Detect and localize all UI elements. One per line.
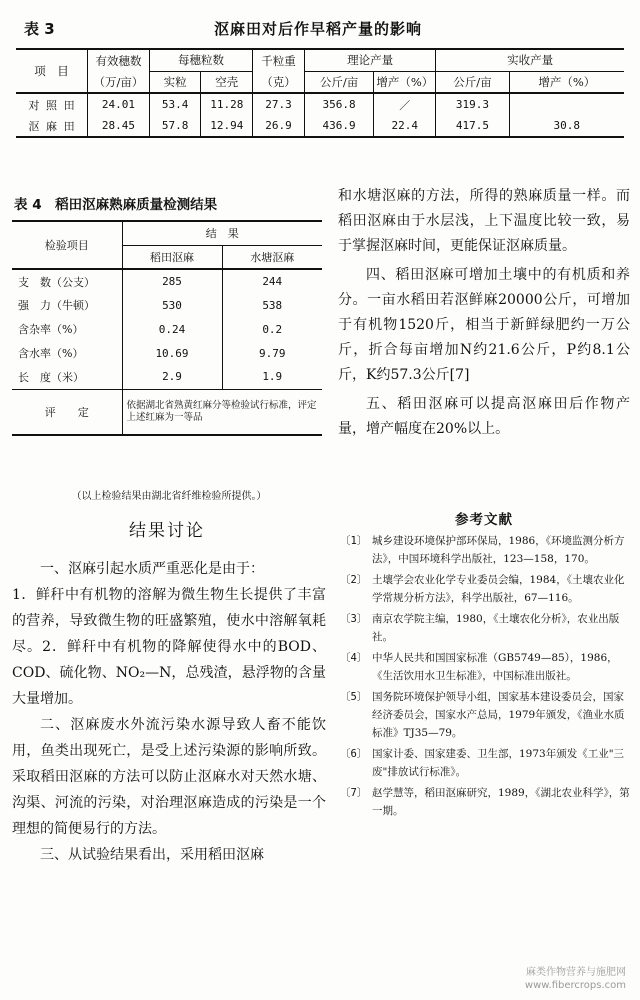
table3-label: 表 3 (24, 20, 55, 38)
paragraph: 和水塘沤麻的方法，所得的熟麻质量一样。而稻田沤麻由于水层浅，上下温度比较一致，易于掌握沤麻时间，更能保证沤麻质量。 (338, 188, 630, 254)
table3-header-actual-incr: 增产（%） (509, 71, 624, 93)
reference-number: 〔2〕 (340, 574, 368, 586)
table-row (12, 317, 322, 341)
reference-text: 城乡建设环境保护部环保局，1986，《环境监测分析方法》，中国环境科学出版社，123—158，170。 (372, 535, 625, 565)
cell-pond: 538 (222, 293, 322, 317)
table4-eval-row (12, 389, 322, 435)
table3-header-actual-yield: 公斤/亩 (436, 71, 509, 93)
site-watermark (525, 966, 626, 992)
right-column-body (338, 184, 630, 446)
table4-note: （以上检验结果由湖北省纤维检验所提供。） (71, 491, 267, 502)
reference-number: 〔6〕 (340, 748, 368, 760)
table-row (16, 115, 624, 137)
paragraph: 三、从试验结果看出，采用稻田沤麻 (40, 847, 264, 863)
table3-header-theory-yield: 公斤/亩 (304, 71, 373, 93)
table3-header-theory: 理论产量 (304, 49, 435, 71)
cell-paddy: 285 (122, 269, 222, 293)
cell-pond: 244 (222, 269, 322, 293)
paragraph: 四、稻田沤麻可增加土壤中的有机质和养分。一亩水稻田若沤鲜麻20000公斤，可增加于有机物1520斤，相当于新鲜绿肥约一万公斤，折合每亩增加N约21.6公斤，P约8.1公斤，K约57.3公斤[7] (338, 267, 630, 383)
table3 (16, 48, 624, 138)
reference-item (340, 649, 632, 685)
reference-item (340, 688, 632, 742)
references-title: 参考文献 (455, 512, 513, 528)
cell-paddy: 530 (122, 293, 222, 317)
reference-number: 〔7〕 (340, 787, 368, 799)
table3-title: 沤麻田对后作早稻产量的影响 (214, 20, 423, 38)
table4-title: 表 4 稻田沤麻熟麻质量检测结果 (14, 197, 218, 213)
cell-panicles: 24.01 (88, 93, 150, 115)
table3-header-grains: 每穗粒数 (149, 49, 252, 71)
table-row (12, 293, 322, 317)
table4-header-paddy: 稻田沤麻 (122, 245, 222, 269)
cell-actual-incr: 30.8 (509, 115, 624, 137)
cell-full: 57.8 (149, 115, 201, 137)
table4-header-pond: 水塘沤麻 (222, 245, 322, 269)
table-row (16, 93, 624, 115)
table-row (12, 341, 322, 365)
cell-empty: 11.28 (201, 93, 253, 115)
table4 (12, 220, 322, 436)
cell-empty: 12.94 (201, 115, 253, 137)
row-item: 强 力（牛顿） (18, 299, 95, 312)
table3-header-actual: 实收产量 (436, 49, 624, 71)
references-list (340, 532, 632, 823)
cell-paddy: 10.69 (122, 341, 222, 365)
reference-text: 国家计委、国家建委、卫生部，1973年颁发《工业"三废"排放试行标准》。 (372, 748, 625, 778)
cell-paddy: 0.24 (122, 317, 222, 341)
table3-header-tkw: 千粒重 (253, 49, 305, 71)
table3-header-panicles: 有效穗数 (88, 49, 150, 71)
reference-item (340, 532, 632, 568)
row-name: 沤 麻 田 (28, 119, 75, 133)
table4-header-item: 检验项目 (12, 221, 122, 269)
paragraph: 一、沤麻引起水质严重恶化是由于： (40, 561, 264, 577)
paragraph: 二、沤麻废水外流污染水源导致人畜不能饮用，鱼类出现死亡，是受上述污染源的影响所致。采取稻田沤麻的方法可以防止沤麻水对天然水塘、沟渠、河流的污染，对治理沤麻造成的污染是一个理想的简便易行的方法。 (12, 717, 326, 837)
cell-paddy: 2.9 (122, 365, 222, 389)
reference-text: 南京农学院主编，1980，《土壤农化分析》，农业出版社。 (372, 613, 620, 643)
table3-header-panicles-unit: （万/亩） (88, 71, 150, 93)
watermark-title: 麻类作物营养与施肥网 (526, 967, 626, 978)
reference-number: 〔1〕 (340, 535, 368, 547)
reference-text: 国务院环境保护领导小组，国家基本建设委员会，国家经济委员会，国家水产总局，1979年颁发，《渔业水质标准》TJ35—79。 (372, 691, 625, 739)
table3-header-item: 项 目 (16, 49, 88, 93)
reference-item (340, 571, 632, 607)
table3-header-grains-empty: 空壳 (201, 71, 253, 93)
left-column-body (12, 556, 326, 868)
row-item: 含杂率（%） (18, 323, 84, 336)
cell-actual-incr (509, 93, 624, 115)
table3-caption (24, 14, 616, 42)
reference-text: 赵学慧等，稻田沤麻研究，1989，《湖北农业科学》，第一期。 (372, 787, 630, 817)
cell-theory-incr: ／ (374, 93, 436, 115)
reference-text: 土壤学会农业化学专业委员会编，1984，《土壤农业化学常规分析方法》，科学出版社，67—116。 (372, 574, 625, 604)
cell-actual: 319.3 (436, 93, 509, 115)
table3-header-grains-full: 实粒 (149, 71, 201, 93)
reference-item (340, 745, 632, 781)
table4-header-result: 结 果 (122, 221, 322, 245)
section-title: 结果讨论 (129, 521, 205, 541)
table3-header-tkw-unit: （克） (253, 71, 305, 93)
reference-number: 〔3〕 (340, 613, 368, 625)
table3-header-theory-incr: 增产（%） (374, 71, 436, 93)
reference-item (340, 610, 632, 646)
cell-panicles: 28.45 (88, 115, 150, 137)
cell-theory: 356.8 (304, 93, 373, 115)
row-item: 支 数（公支） (18, 275, 95, 289)
cell-full: 53.4 (149, 93, 201, 115)
paragraph: 五、稻田沤麻可以提高沤麻田后作物产量，增产幅度在20%以上。 (338, 396, 630, 437)
cell-tkw: 26.9 (253, 115, 305, 137)
table4-eval-label: 评 定 (44, 405, 89, 419)
watermark-url: www.fibercrops.com (524, 980, 626, 991)
paragraph: 1．鲜秆中有机物的溶解为微生物生长提供了丰富的营养，导致微生物的旺盛繁殖，使水中溶解氧耗尽。2．鲜秆中有机物的降解使得水中的BOD、COD、硫化物、NO₂—N，总残渣，悬浮物的含量大量增加。 (12, 587, 326, 707)
reference-item (340, 784, 632, 820)
table-row (12, 269, 322, 293)
reference-number: 〔4〕 (340, 652, 368, 664)
row-item: 含水率（%） (18, 347, 84, 360)
cell-actual: 417.5 (436, 115, 509, 137)
reference-number: 〔5〕 (340, 691, 368, 703)
row-item: 长 度（米） (18, 370, 84, 384)
cell-pond: 0.2 (222, 317, 322, 341)
cell-tkw: 27.3 (253, 93, 305, 115)
row-name: 对 照 田 (28, 98, 75, 112)
cell-pond: 1.9 (222, 365, 322, 389)
cell-theory: 436.9 (304, 115, 373, 137)
cell-pond: 9.79 (222, 341, 322, 365)
reference-text: 中华人民共和国国家标准（GB5749—85），1986，《生活饮用水卫生标准》，中国标准出版社。 (372, 652, 618, 682)
table-row (12, 365, 322, 389)
cell-theory-incr: 22.4 (374, 115, 436, 137)
table4-eval-text: 依据湖北省熟黄红麻分等检验试行标准，评定上述红麻为一等品 (122, 389, 322, 435)
